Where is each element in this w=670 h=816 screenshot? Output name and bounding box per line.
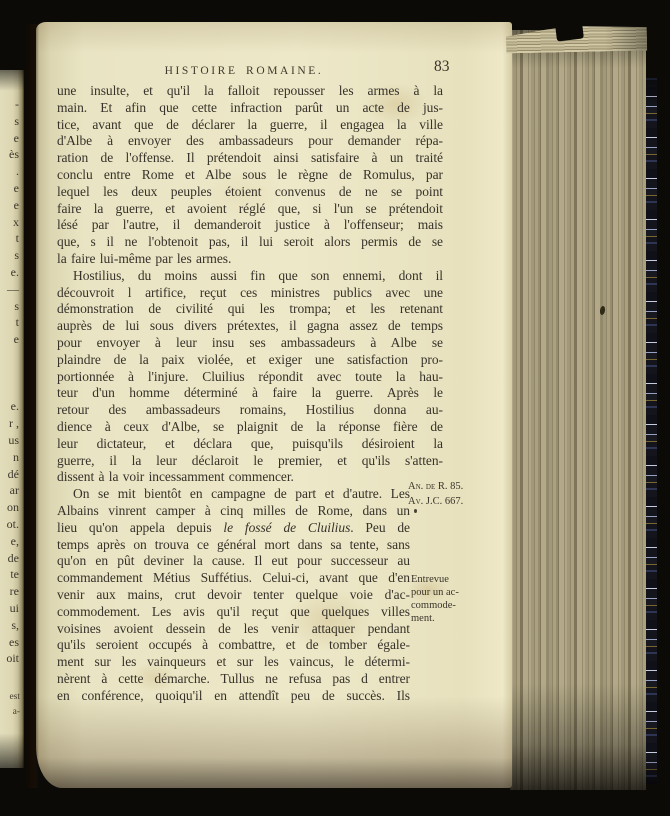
text-line: d'Albe à envoyer des ambassadeurs pour demander répa- <box>57 133 443 149</box>
fragment-line: r , <box>9 416 19 431</box>
text-line: qu'ils seroient occupés à combattre, et de tomber égale- <box>57 637 410 653</box>
paragraph <box>57 486 410 704</box>
text-line: qu'on en pût deviner la cause. Il eut pour successeur au <box>57 553 410 569</box>
fragment-line: dé <box>7 466 19 481</box>
fragment-line: de <box>7 550 19 565</box>
fragment-line <box>0 382 19 399</box>
fragment-line: e, <box>10 533 19 548</box>
text-line: temps après on trouva ce général mort dans sa tente, sans <box>57 536 410 552</box>
fragment-line: e <box>13 180 19 195</box>
fragment-line <box>0 365 19 382</box>
fragment-line: ot. <box>6 516 19 531</box>
text-line: lésé par l'autre, il demanderoit justice à l'offenseur; mais <box>57 217 443 233</box>
text-line: que, s il ne l'obtenoit pas, il lui seroit alors permis de se <box>57 234 443 250</box>
text-line: découvroit l artifice, reçut ces ministres publics avec une <box>57 284 443 300</box>
fragment-line: e. <box>10 399 19 414</box>
fragment-line: e <box>13 332 19 347</box>
margin-note-entrevue <box>411 573 489 625</box>
fragment-line: ès <box>9 147 19 162</box>
fragment-line: e. <box>10 264 19 279</box>
paragraph <box>57 268 443 486</box>
book-page <box>36 22 512 788</box>
facing-page-fragments <box>0 96 19 667</box>
text-line: retour des ambassadeurs romains, Hostilius donna au- <box>57 402 443 418</box>
text-line: tice, avant que de déclarer la guerre, il engagea la ville <box>57 116 443 132</box>
fragment-line: es <box>9 634 19 649</box>
fragment-line: s <box>14 248 19 263</box>
text-line: conclu entre Rome et Albe sous le règne de Romulus, par <box>57 166 443 182</box>
text-line <box>57 520 410 537</box>
fragment-line: s <box>14 113 19 128</box>
fragment-line: ui <box>9 600 19 615</box>
text-line: la faire lui-même par les armes. <box>57 250 232 266</box>
margin-note-line: pour un ac- <box>411 587 459 598</box>
text-line: dience à ceux d'Albe, se plaignit de la réponse fière de <box>57 418 443 434</box>
fragment-line: s, <box>11 617 19 632</box>
text-line: Hostilius, du moins aussi fin que son ennemi, dont il <box>73 267 443 283</box>
fragment-line: . <box>16 164 19 179</box>
fragment-line <box>0 348 19 365</box>
text-line: ment sur les vainqueurs et sur les vaincus, le détermi- <box>57 654 410 670</box>
text-line: On se mit bientôt en campagne de part et d'autre. Les <box>73 486 410 502</box>
text-line: commodement. Les avis qu'il reçut que quelques villes <box>57 603 410 619</box>
text-line: Albains vinrent camper à cinq milles de Rome, dans un <box>57 502 410 518</box>
fragment-line: t <box>15 315 19 330</box>
text-line: faire la guerre, et avoient réglé que, si l'un se prétendoit <box>57 200 443 216</box>
running-header: HISTOIRE ROMAINE. <box>164 65 324 77</box>
text-line: main. Et afin que cette infraction parût un acte de jus- <box>57 99 443 115</box>
paragraph <box>57 83 443 268</box>
margin-note-line: Av. J.C. 667. <box>408 495 464 507</box>
text-line: une insulte, et qu'il la falloit repousser les armes à la <box>57 83 443 98</box>
text-line: auprès de lui sous divers prétextes, il gagna assez de temps <box>57 318 443 334</box>
page-number: 83 <box>434 58 450 75</box>
margin-note-line: commode- <box>411 600 456 611</box>
body-text <box>57 83 443 704</box>
fragment-line: te <box>10 567 19 582</box>
fragment-line: ar <box>9 483 19 498</box>
fragment-line: e <box>13 130 19 145</box>
text-line: leur dictateur, et déclara que, puisqu'ils désiroient la <box>57 435 443 451</box>
text-line: commandement Métius Suffétius. Celui-ci, avant que d'en <box>57 570 410 586</box>
fragment-line: re <box>9 584 19 599</box>
page-stack-notch <box>555 21 584 41</box>
margin-note-line: Entrevue <box>411 574 449 585</box>
fragment-line: n <box>13 449 19 464</box>
text-line: ration de l'offense. Il prétendoit ainsi satisfaire à un traité <box>57 150 443 166</box>
facing-page-fragment: est <box>9 692 20 702</box>
text-line: nèrent à cette démarche. Tullus ne refusa pas d entrer <box>57 670 410 686</box>
text-line: guerre, il la leur déclaroit le premier, et qu'ils s'atten- <box>57 452 443 468</box>
italic-phrase: le fossé de Cluilius <box>223 519 351 535</box>
margin-note-line: ment. <box>411 613 435 624</box>
text-line: portionnée à l'injure. Cluilius répondit avec toute la hau- <box>57 368 443 384</box>
text-segment: . Peu de <box>350 519 410 535</box>
text-line: venir aux mains, crut devoir tenter quelque voie d'ac- <box>57 586 410 602</box>
fragment-line: on <box>7 500 19 515</box>
text-line: en conférence, quoiqu'il en attendît peu de succès. Ils <box>57 687 410 703</box>
ink-speck <box>414 509 417 513</box>
fragment-line: x <box>13 214 19 229</box>
margin-note-date <box>408 480 486 509</box>
text-line: lequel les deux peuples étoient convenus de ne se point <box>57 183 443 199</box>
fragment-line: — <box>7 281 19 296</box>
text-line: dissent à la voir incessamment commencer. <box>57 469 294 485</box>
fragment-line: e <box>13 197 19 212</box>
fragment-line: us <box>8 432 19 447</box>
facing-page-edge <box>0 70 24 768</box>
facing-page-fragment: a- <box>12 707 20 717</box>
fragment-line: - <box>15 97 19 111</box>
fore-edge-page-stack <box>510 30 646 790</box>
text-line: plaindre de la paix violée, et exiger une satisfaction pro- <box>57 351 443 367</box>
text-line: teur d'un homme déterminé à faire la guerre. Après le <box>57 385 443 401</box>
text-line: pour envoyer à leur insu ses ambassadeurs à Albe se <box>57 334 443 350</box>
text-line: voisines avoient dessein de les venir attaquer pendant <box>57 620 410 636</box>
fragment-line: t <box>15 231 19 246</box>
margin-note-line: An. de R. 85. <box>408 481 464 492</box>
text-segment: lieu qu'on appela depuis <box>57 519 224 535</box>
fragment-line: oit <box>6 651 19 666</box>
text-line: démonstration de civilité qui les trompa; et les retenant <box>57 301 443 317</box>
fragment-line: s <box>14 298 19 313</box>
gutter-shadow <box>23 24 39 788</box>
